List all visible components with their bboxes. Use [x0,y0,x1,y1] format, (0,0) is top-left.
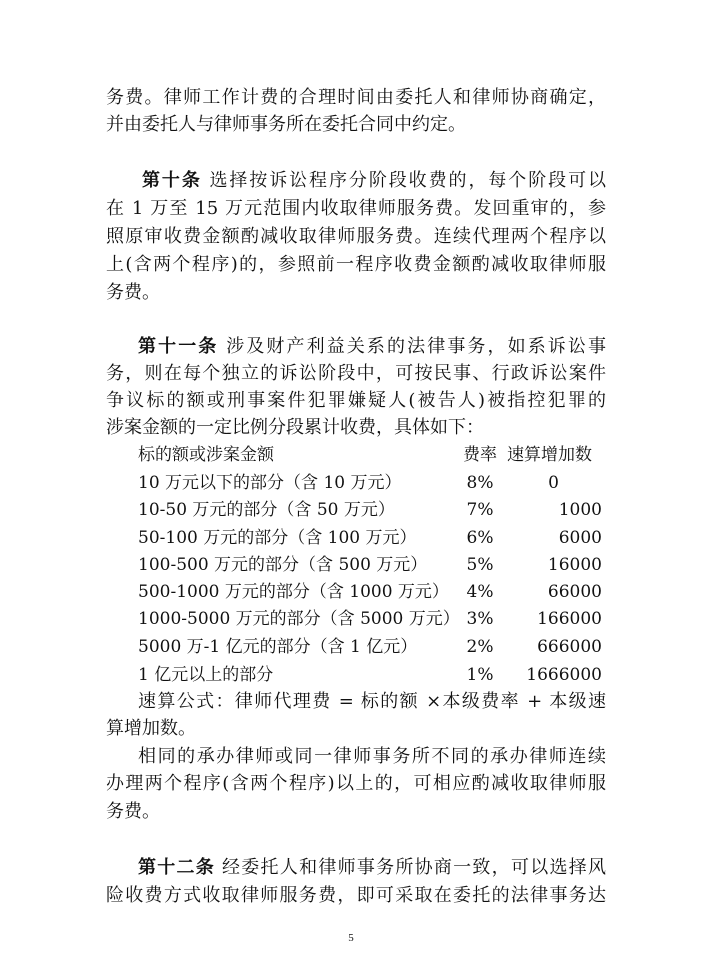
article-text: 选择按诉讼程序分阶段收费的，每个阶段可以 [209,170,606,191]
text-line: 务费。 [106,282,160,303]
table-cell-addition: 0 [548,473,559,493]
table-cell-rate: 8% [466,473,494,493]
text-line: 涉案金额的一定比例分段累计收费，具体如下： [106,417,484,438]
text-line: 务费。律师工作计费的合理时间由委托人和律师协商确定， [106,87,606,108]
table-cell-rate: 2% [466,637,494,657]
text-line: 相同的承办律师或同一律师事务所不同的承办律师连续 [138,746,606,767]
header-rate: 费率 [463,445,497,465]
page-number: 5 [348,932,354,944]
text-line: 上(含两个程序)的，参照前一程序收费金额酌减收取律师服 [106,254,606,275]
table-cell-amount: 10-50 万元的部分（含 50 万元） [138,500,395,520]
text-line [138,335,606,359]
table-cell-rate: 5% [466,555,494,575]
table-cell-amount: 10 万元以下的部分（含 10 万元） [138,473,402,493]
text-line [142,169,606,193]
text-line: 在 1 万至 15 万元范围内收取律师服务费。发回重审的，参 [106,198,606,219]
table-cell-addition: 16000 [547,555,602,575]
table-cell-amount: 1000-5000 万元的部分（含 5000 万元） [138,609,460,629]
table-cell-addition: 66000 [547,582,602,602]
text-line [138,856,606,880]
text-line: 争议标的额或刑事案件犯罪嫌疑人(被告人)被指控犯罪的 [106,390,606,411]
article-heading: 第十条 [142,170,202,191]
table-cell-addition: 1000 [558,500,602,520]
table-cell-amount: 5000 万-1 亿元的部分（含 1 亿元） [138,637,418,657]
text-line: 照原审收费金额酌减收取律师服务费。连续代理两个程序以 [106,226,606,247]
article-text: 经委托人和律师事务所协商一致，可以选择风 [222,857,606,878]
formula-line: 速算公式：律师代理费 = 标的额 ×本级费率 + 本级速 [138,691,606,712]
text-line: 务费。 [106,801,160,822]
article-heading: 第十二条 [138,857,216,878]
table-cell-amount: 50-100 万元的部分（含 100 万元） [138,528,417,548]
text-line: 务，则在每个独立的诉讼阶段中，可按民事、行政诉讼案件 [106,363,606,384]
table-cell-addition: 666000 [537,637,602,657]
table-cell-rate: 3% [466,609,494,629]
table-cell-amount: 100-500 万元的部分（含 500 万元） [138,555,428,575]
text-line: 并由委托人与律师事务所在委托合同中约定。 [106,114,466,135]
text-line: 办理两个程序(含两个程序)以上的，可相应酌减收取律师服 [106,773,606,794]
formula-line: 算增加数。 [106,718,196,739]
header-quick-addition: 速算增加数 [507,445,592,465]
table-cell-rate: 1% [466,665,494,685]
table-cell-rate: 6% [466,528,494,548]
table-cell-amount: 1 亿元以上的部分 [138,665,274,685]
article-heading: 第十一条 [138,336,219,357]
table-cell-rate: 4% [466,582,494,602]
table-cell-amount: 500-1000 万元的部分（含 1000 万元） [138,582,449,602]
table-cell-rate: 7% [466,500,494,520]
text-line: 险收费方式收取律师服务费，即可采取在委托的法律事务达 [106,885,606,906]
table-cell-addition: 1666000 [526,665,602,685]
table-cell-addition: 166000 [537,609,602,629]
header-amount: 标的额或涉案金额 [138,445,274,465]
table-cell-addition: 6000 [558,528,602,548]
article-text: 涉及财产利益关系的法律事务，如系诉讼事 [226,336,606,357]
